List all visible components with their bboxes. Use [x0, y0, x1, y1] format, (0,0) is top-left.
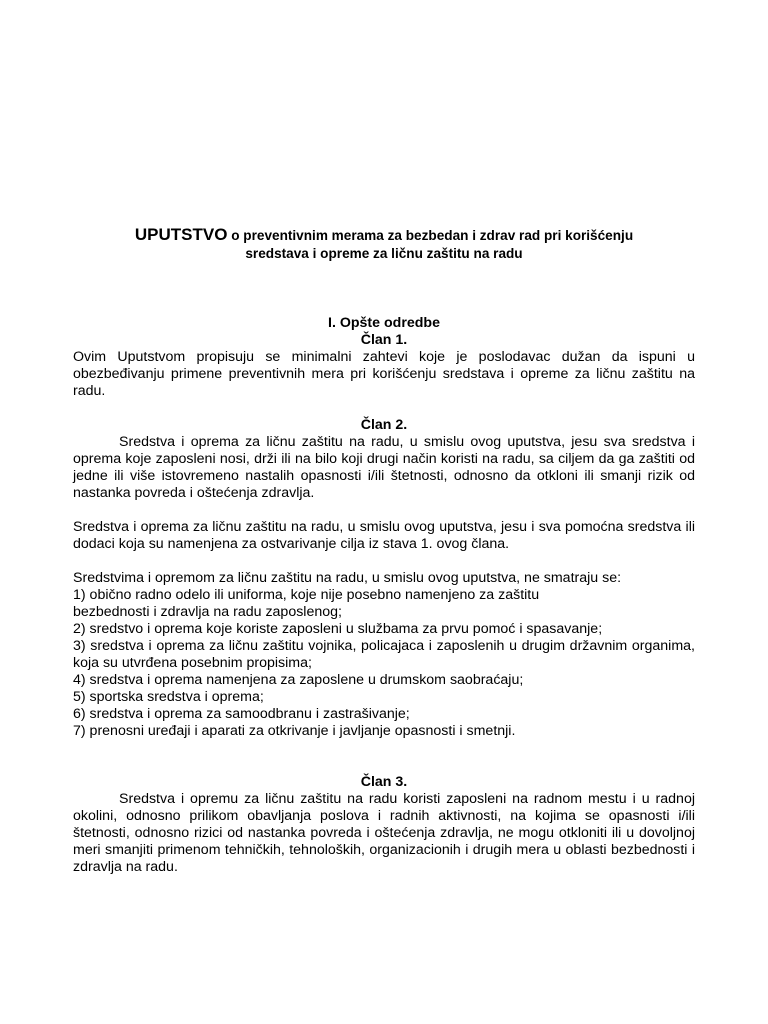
clan1-text: Ovim Uputstvom propisuju se minimalni zahtevi koje je poslodavac dužan da ispuni u obezbeđivanju primene preventivnih mera pri korišćenju sredstava i opreme za ličnu zaštitu na radu. [73, 349, 695, 399]
list-item: 7) prenosni uređaji i aparati za otkrivanje i javljanje opasnosti i smetnji. [73, 723, 516, 739]
title-lead: UPUTSTVO [134, 225, 228, 244]
section-heading: I. Opšte odredbe [328, 315, 440, 331]
list-item: 6) sredstva i oprema za samoodbranu i zastrašivanje; [73, 706, 410, 722]
clan2-paragraph-1: Sredstva i oprema za ličnu zaštitu na radu, u smislu ovog uputstva, jesu sva sredstva i oprema koje zaposleni nosi, drži ili na bilo koji drugi način koristi na radu, sa ciljem da ga zaštiti od jedne ili više istovremeno nastalih opasnosti i/ili štetnosti, odnosno da otkloni ili smanji rizik od nastanka povreda i oštećenja zdravlja. [73, 434, 695, 501]
title-rest-line1: o preventivnim merama za bezbedan i zdrav rad pri korišćenju [231, 228, 634, 243]
clan1-heading: Član 1. [360, 332, 408, 348]
document-page [73, 226, 695, 876]
list-item: 3) sredstva i oprema za ličnu zaštitu vojnika, policajaca i zaposlenih u drugim državnim organima, koja su utvrđena posebnim propisima; [73, 638, 695, 671]
list-item: 4) sredstva i oprema namenjena za zaposlene u drumskom saobraćaju; [73, 672, 524, 688]
list-item: 5) sportska sredstva i oprema; [73, 689, 264, 705]
clan3-text: Sredstva i opremu za ličnu zaštitu na radu koristi zaposleni na radnom mestu i u radnoj okolini, odnosno prilikom obavljanja poslova i radnih aktivnosti, na kojima se opasnosti i/ili štetnosti, odnosno rizici od nastanka povreda i oštećenja zdravlja, ne mogu otkloniti ili u dovoljnoj meri smanjiti primenom tehničkih, tehnoloških, organizacionih i drugih mera u oblasti bezbednosti i zdravlja na radu. [73, 791, 695, 875]
title-line2: sredstava i opreme za ličnu zaštitu na radu [245, 246, 523, 261]
clan3-heading: Član 3. [360, 774, 408, 790]
exclusion-list [73, 587, 695, 740]
clan2-paragraph-2: Sredstva i oprema za ličnu zaštitu na radu, u smislu ovog uputstva, jesu i sva pomoćna sredstva ili dodaci koja su namenjena za ostvarivanje cilja iz stava 1. ovog člana. [73, 519, 695, 552]
document-title [73, 226, 695, 263]
list-item: 2) sredstvo i oprema koje koriste zaposleni u službama za prvu pomoć i spasavanje; [73, 621, 603, 637]
clan2-heading: Član 2. [360, 417, 408, 433]
list-item: 1) obično radno odelo ili uniforma, koje nije posebno namenjeno za zaštitu bezbednosti i zdravlja na radu zaposlenog; [73, 587, 540, 620]
clan2-paragraph-3-intro: Sredstvima i opremom za ličnu zaštitu na radu, u smislu ovog uputstva, ne smatraju se: [73, 570, 622, 586]
